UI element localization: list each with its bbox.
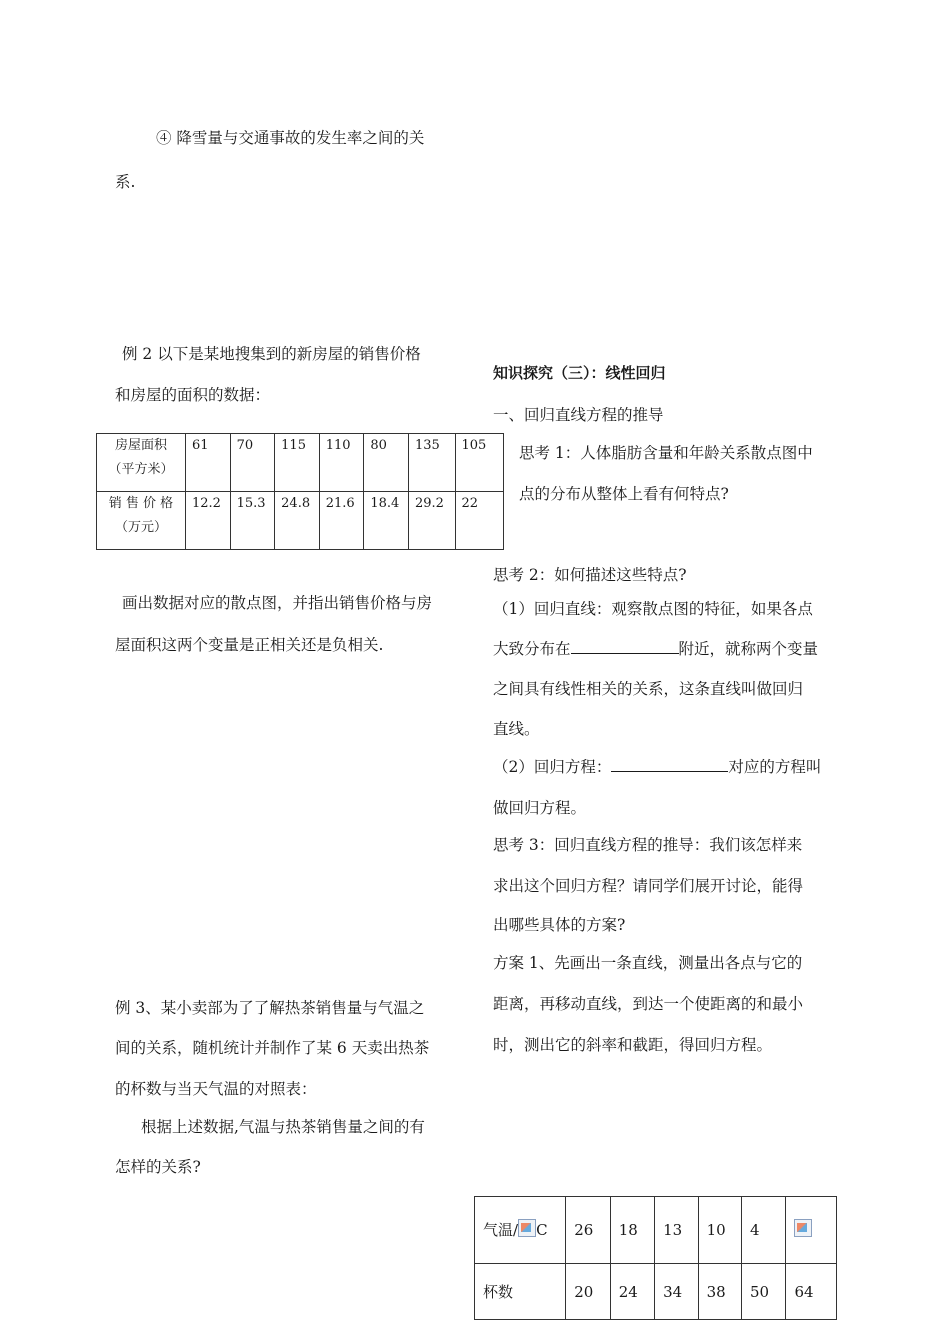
table-cell: 4 xyxy=(742,1197,786,1264)
think1-line2: 点的分布从整体上看有何特点? xyxy=(519,485,729,503)
think3-line3: 出哪些具体的方案? xyxy=(493,916,626,934)
house-data-table xyxy=(96,433,504,550)
think2: 思考 2：如何描述这些特点? xyxy=(493,566,687,584)
table-cell: 22 xyxy=(455,492,504,550)
point1-line2-end: 附近，就称两个变量 xyxy=(678,640,819,658)
point2-line1-end: 对应的方程叫 xyxy=(728,758,822,776)
table-row xyxy=(97,492,504,550)
table-row xyxy=(97,434,504,492)
example3-line3: 的杯数与当天气温的对照表： xyxy=(115,1080,317,1098)
example3-line5: 怎样的关系? xyxy=(115,1158,201,1176)
table-cell: 15.3 xyxy=(230,492,275,550)
point2-line1 xyxy=(493,755,821,777)
point1-line3: 之间具有线性相关的关系，这条直线叫做回归 xyxy=(493,680,804,698)
table-cell: 29.2 xyxy=(408,492,455,550)
table-header-cell: 杯数 xyxy=(475,1264,566,1320)
table-cell: 24.8 xyxy=(275,492,320,550)
point2-line2: 做回归方程。 xyxy=(493,799,587,817)
table-cell: 24 xyxy=(610,1264,654,1320)
broken-image-icon xyxy=(794,1219,812,1237)
temperature-unit: C xyxy=(536,1221,548,1239)
table-cell xyxy=(786,1197,837,1264)
table-cell: 26 xyxy=(566,1197,610,1264)
think1-line1: 思考 1：人体脂肪含量和年龄关系散点图中 xyxy=(519,444,813,462)
task-line2: 屋面积这两个变量是正相关还是负相关. xyxy=(115,636,384,654)
plan1-line2: 距离，再移动直线，到达一个使距离的和最小 xyxy=(493,995,804,1013)
table-cell: 61 xyxy=(185,434,230,492)
point1-line4: 直线。 xyxy=(493,720,540,738)
table-cell: 50 xyxy=(742,1264,786,1320)
q4-line1: ④ 降雪量与交通事故的发生率之间的关 xyxy=(156,129,425,147)
table-cell: 38 xyxy=(698,1264,741,1320)
table-cell: 12.2 xyxy=(185,492,230,550)
table-cell: 115 xyxy=(275,434,320,492)
example2-line2: 和房屋的面积的数据： xyxy=(115,386,271,404)
table-cell: 70 xyxy=(230,434,275,492)
table-cell: 13 xyxy=(655,1197,698,1264)
fill-in-blank[interactable] xyxy=(611,757,728,772)
point1-line2 xyxy=(493,637,818,659)
section-title: 知识探究（三）：线性回归 xyxy=(493,364,666,382)
broken-image-icon xyxy=(518,1219,536,1237)
table-cell: 64 xyxy=(786,1264,837,1320)
table-row xyxy=(475,1197,837,1264)
plan1-line3: 时，测出它的斜率和截距，得回归方程。 xyxy=(493,1036,773,1054)
table-cell: 21.6 xyxy=(319,492,364,550)
q4-line2: 系. xyxy=(115,173,136,191)
table-row xyxy=(475,1264,837,1320)
table-cell: 110 xyxy=(319,434,364,492)
think3-line2: 求出这个回归方程？请同学们展开讨论，能得 xyxy=(493,877,804,895)
table-cell: 10 xyxy=(698,1197,741,1264)
point1-line1: （1）回归直线：观察散点图的特征，如果各点 xyxy=(493,600,813,618)
table-cell: 18.4 xyxy=(364,492,409,550)
table-cell: 18 xyxy=(610,1197,654,1264)
example3-line2: 间的关系，随机统计并制作了某 6 天卖出热茶 xyxy=(115,1039,430,1057)
table-header-cell: 房屋面积（平方米） xyxy=(97,434,186,492)
table-header-cell xyxy=(475,1197,566,1264)
task-line1: 画出数据对应的散点图，并指出销售价格与房 xyxy=(122,594,433,612)
example3-line4: 根据上述数据,气温与热茶销售量之间的有 xyxy=(141,1118,425,1136)
example3-line1: 例 3、某小卖部为了了解热茶销售量与气温之 xyxy=(115,999,425,1017)
table-cell: 135 xyxy=(408,434,455,492)
think3-line1: 思考 3：回归直线方程的推导：我们该怎样来 xyxy=(493,836,803,854)
example2-line1: 例 2 以下是某地搜集到的新房屋的销售价格 xyxy=(122,345,421,363)
tea-sales-table xyxy=(474,1196,837,1320)
table-cell: 20 xyxy=(566,1264,610,1320)
fill-in-blank[interactable] xyxy=(571,639,679,654)
table-header-cell: 销 售 价 格（万元） xyxy=(97,492,186,550)
plan1-line1: 方案 1、先画出一条直线，测量出各点与它的 xyxy=(493,954,803,972)
table-cell: 34 xyxy=(655,1264,698,1320)
temperature-label: 气温/ xyxy=(483,1221,519,1239)
section-subhead: 一、回归直线方程的推导 xyxy=(493,406,664,424)
table-cell: 105 xyxy=(455,434,504,492)
point1-line2-start: 大致分布在 xyxy=(493,640,571,658)
point2-line1-start: （2）回归方程： xyxy=(493,758,612,776)
table-cell: 80 xyxy=(364,434,409,492)
